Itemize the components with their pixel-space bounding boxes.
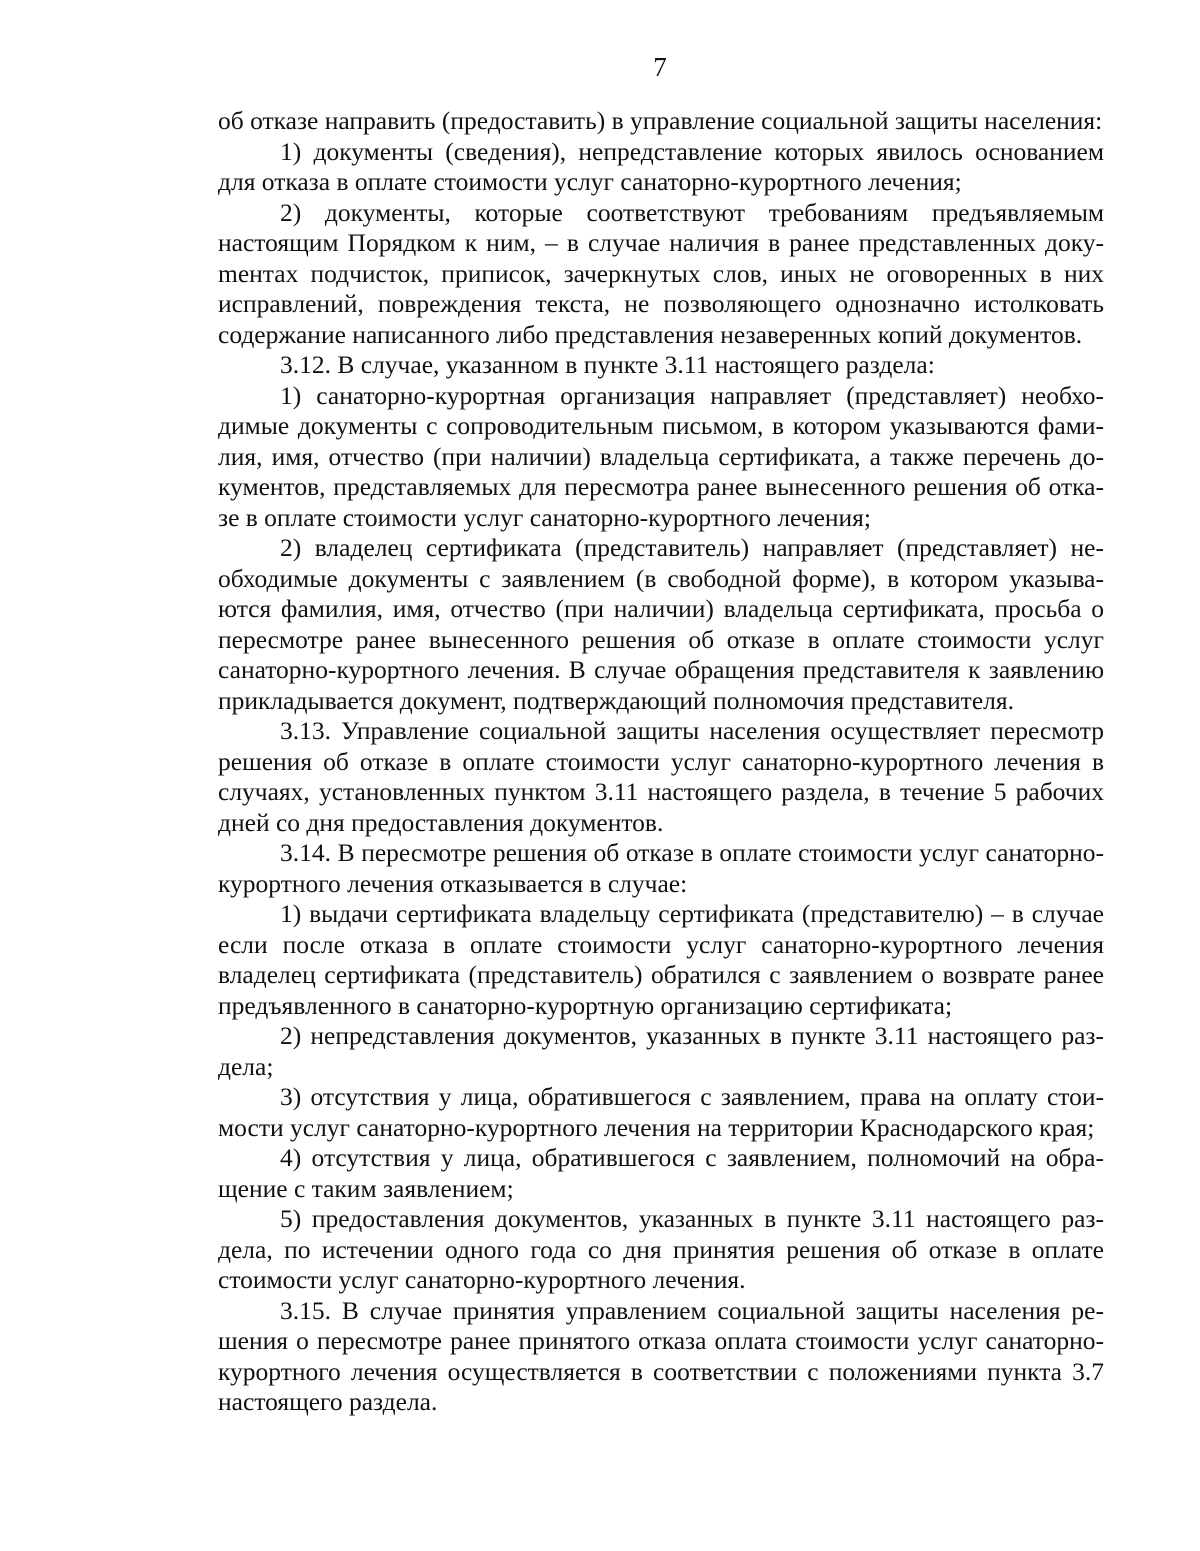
document-body	[218, 106, 1104, 1418]
page-number: 7	[653, 52, 667, 82]
paragraph-3-14-item-1: 1) выдачи сертификата владельцу сертификата (представителю) – в случае если после отказа в оплате стоимости услуг санаторно-курортного лечения владелец сертификата (представитель) обратился с заявлением о возврате ранее предъявленного в санаторно-курортную организацию сертификата;	[218, 899, 1104, 1020]
paragraph-3-14-item-5: 5) предоставления документов, указанных в пункте 3.11 настоящего раздела, по истечении одного года со дня принятия решения об отказе в оплате стоимости услуг санаторно-курортного лечения.	[218, 1204, 1104, 1294]
paragraph-3-12-item-1: 1) санаторно-курортная организация направляет (представляет) необходимые документы с сопроводительным письмом, в котором указываются фамилия, имя, отчество (при наличии) владельца сертификата, а также перечень документов, представляемых для пересмотра ранее вынесенного решения об отказе в оплате стоимости услуг санаторно-курортного лечения;	[218, 380, 1104, 532]
paragraph-3-12: 3.12. В случае, указанном в пункте 3.11 настоящего раздела:	[280, 350, 935, 379]
paragraph-item-2: 2) документы, которые соответствуют требованиям предъявляемым настоящим Порядком к ним, – в случае наличия в ранее представленных докуmентах подчисток, приписок, зачеркнутых слов, иных не оговоренных в них исправлений, повреждения текста, не позволяющего однозначно истолковать содержание написанного либо представления незаверенных копий документов.	[218, 197, 1104, 349]
paragraph-item-1: 1) документы (сведения), непредставление которых явилось основанием для отказа в оплате стоимости услуг санаторно-курортного лечения;	[218, 136, 1104, 196]
paragraph-3-14-item-4: 4) отсутствия у лица, обратившегося с заявлением, полномочий на обращение с таким заявлением;	[218, 1143, 1104, 1203]
paragraph-3-15: 3.15. В случае принятия управлением социальной защиты населения решения о пересмотре ранее принятого отказа оплата стоимости услуг санаторно-курортного лечения осуществляется в соответствии с положениями пункта 3.7 настоящего раздела.	[218, 1295, 1104, 1416]
paragraph-3-14-item-3: 3) отсутствия у лица, обратившегося с заявлением, права на оплату стоимости услуг санаторно-курортного лечения на территории Краснодарского края;	[218, 1082, 1104, 1142]
paragraph-3-14-item-2: 2) непредставления документов, указанных в пункте 3.11 настоящего раздела;	[218, 1021, 1104, 1081]
paragraph-3-12-item-2: 2) владелец сертификата (представитель) направляет (представляет) необходимые документы с заявлением (в свободной форме), в котором указываются фамилия, имя, отчество (при наличии) владельца сертификата, просьба о пересмотре ранее вынесенного решения об отказе в оплате стоимости услуг санаторно-курортного лечения. В случае обращения представителя к заявлению прикладывается документ, подтверждающий полномочия представителя.	[218, 533, 1104, 715]
paragraph-3-13: 3.13. Управление социальной защиты населения осуществляет пересмотр решения об отказе в оплате стоимости услуг санаторно-курортного лечения в случаях, установленных пунктом 3.11 настоящего раздела, в течение 5 рабочих дней со дня предоставления документов.	[218, 716, 1104, 837]
paragraph-3-14: 3.14. В пересмотре решения об отказе в оплате стоимости услуг санаторно-курортного лечения отказывается в случае:	[218, 838, 1104, 898]
paragraph-continuation: об отказе направить (предоставить) в управление социальной защиты населения:	[218, 106, 1103, 135]
